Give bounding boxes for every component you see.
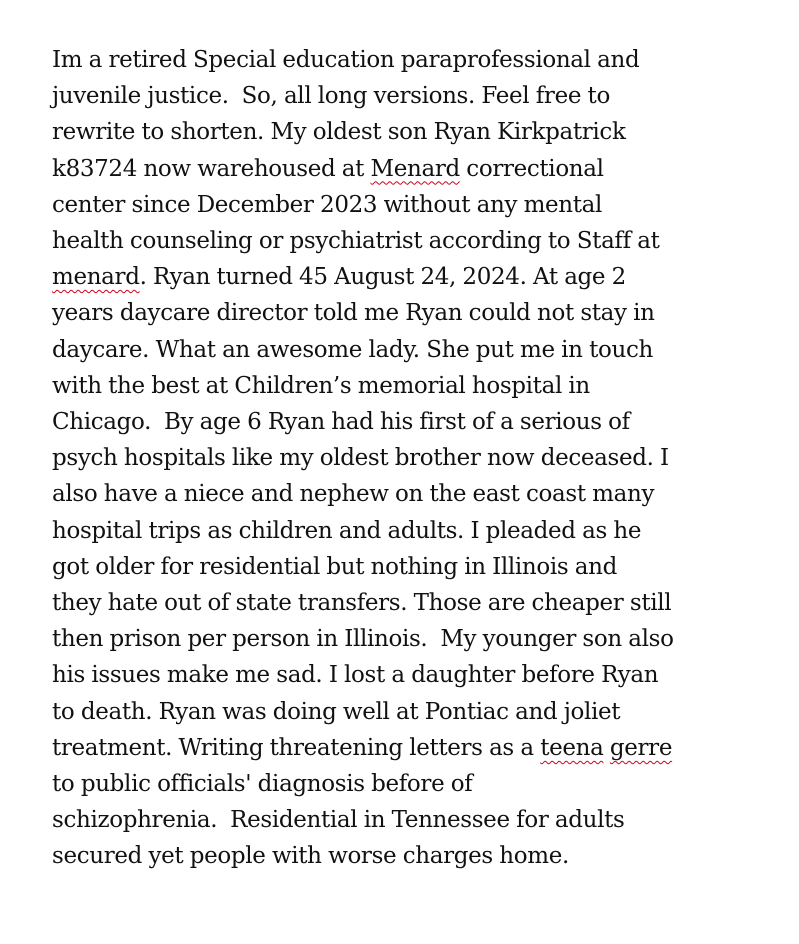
text-line — [52, 802, 772, 838]
text-line — [52, 549, 772, 585]
text-run: then prison per person in Illinois. My younger son also — [52, 626, 674, 653]
text-run: . Ryan turned 45 August 24, 2024. At age 2 — [139, 264, 626, 291]
text-line — [52, 766, 772, 802]
text-line — [52, 621, 772, 657]
text-run: health counseling or psychiatrist according to Staff at — [52, 228, 660, 255]
text-run: to public officials' diagnosis before of — [52, 771, 473, 798]
text-line — [52, 368, 772, 404]
text-run: center since December 2023 without any mental — [52, 191, 603, 218]
text-line — [52, 223, 772, 259]
text-line — [52, 332, 772, 368]
text-line — [52, 513, 772, 549]
text-run: schizophrenia. Residential in Tennessee for adults — [52, 807, 625, 834]
text-run: daycare. What an awesome lady. She put me in touch — [52, 336, 653, 363]
text-run: correctional — [459, 155, 604, 182]
text-run: years daycare director told me Ryan could not stay in — [52, 300, 655, 327]
text-line — [52, 440, 772, 476]
text-line — [52, 730, 772, 766]
text-run: psych hospitals like my oldest brother now deceased. I — [52, 445, 669, 472]
text-line — [52, 838, 772, 874]
text-line — [52, 404, 772, 440]
text-line — [52, 694, 772, 730]
text-line — [52, 114, 772, 150]
misspelled-word[interactable]: gerre — [609, 734, 673, 761]
text-run: also have a niece and nephew on the east coast many — [52, 481, 655, 508]
misspelled-word[interactable]: Menard — [370, 155, 460, 182]
misspelled-word[interactable]: menard — [52, 264, 140, 291]
misspelled-word[interactable]: teena — [540, 734, 604, 761]
text-line — [52, 476, 772, 512]
text-run: k83724 now warehoused at — [52, 155, 371, 182]
text-run: got older for residential but nothing in Illinois and — [52, 553, 617, 580]
document-body-text[interactable] — [52, 42, 772, 875]
text-run: treatment. Writing threatening letters as a — [52, 734, 541, 761]
text-line — [52, 42, 772, 78]
text-run: hospital trips as children and adults. I pleaded as he — [52, 517, 642, 544]
text-run: with the best at Children’s memorial hospital in — [52, 372, 590, 399]
text-line — [52, 78, 772, 114]
text-run: secured yet people with worse charges home. — [52, 843, 569, 870]
text-run: his issues make me sad. I lost a daughter before Ryan — [52, 662, 659, 689]
text-line — [52, 187, 772, 223]
text-run: Im a retired Special education paraprofessional and — [52, 47, 640, 73]
text-line — [52, 657, 772, 693]
text-run: juvenile justice. So, all long versions. Feel free to — [52, 83, 610, 110]
text-run: Chicago. By age 6 Ryan had his first of a serious of — [52, 409, 630, 436]
text-run: to death. Ryan was doing well at Pontiac and joliet — [52, 698, 621, 725]
text-line — [52, 151, 772, 187]
text-line — [52, 259, 772, 295]
text-run: they hate out of state transfers. Those are cheaper still — [52, 590, 672, 617]
text-line — [52, 585, 772, 621]
text-line — [52, 295, 772, 331]
text-run: rewrite to shorten. My oldest son Ryan Kirkpatrick — [52, 119, 626, 146]
